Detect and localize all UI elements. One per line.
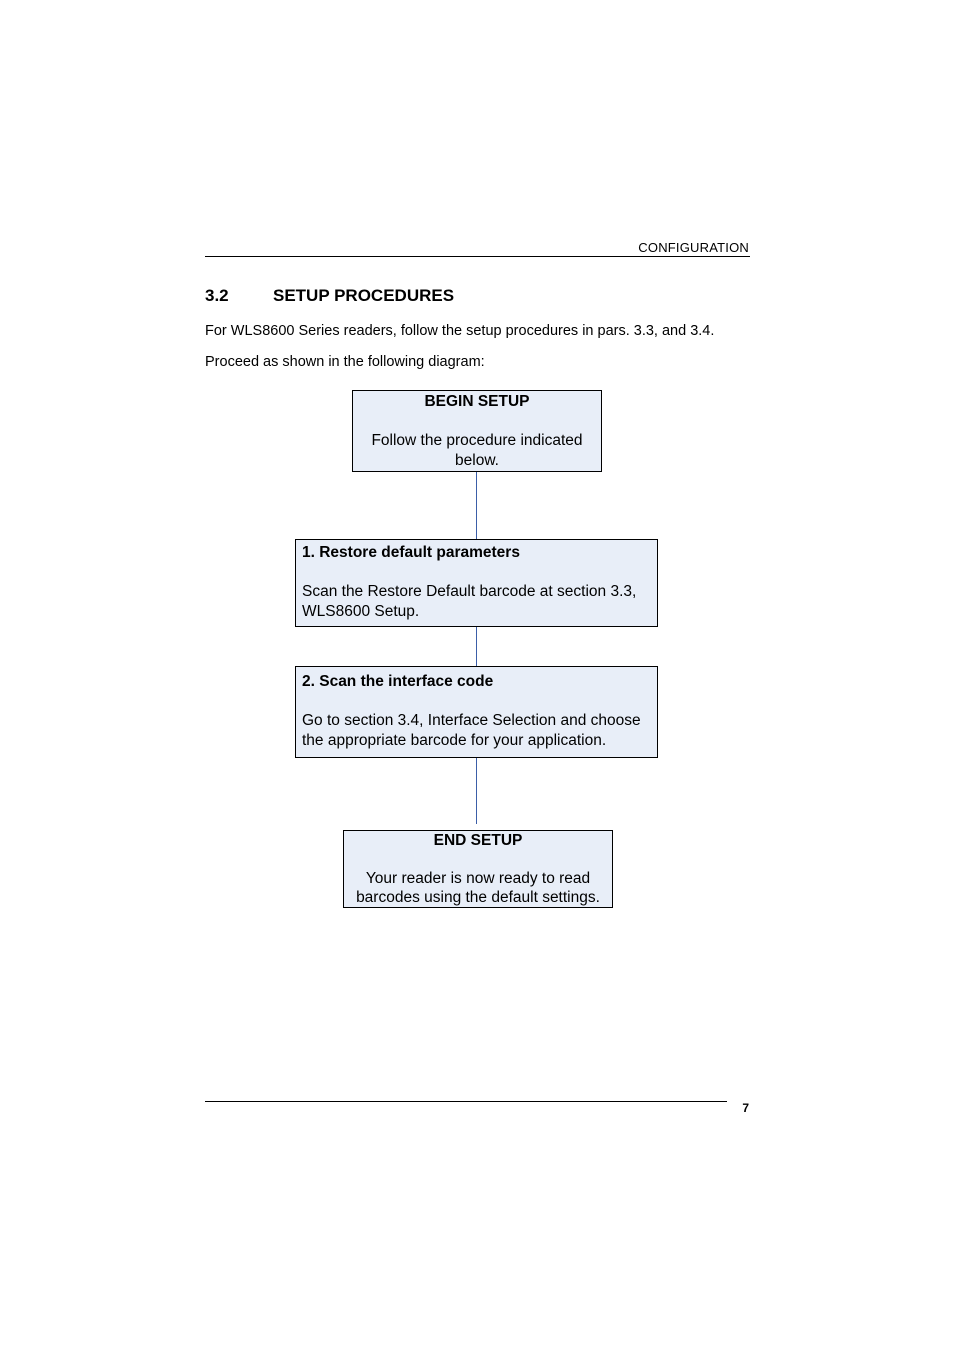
step1-title: 1. Restore default parameters — [302, 544, 520, 561]
step2-box — [295, 666, 658, 758]
step1-body: Scan the Restore Default barcode at section 3.3, WLS8600 Setup. — [302, 583, 637, 620]
diagram-intro-paragraph: Proceed as shown in the following diagram: — [205, 354, 485, 370]
end-setup-box — [343, 830, 613, 908]
connector-step2-end — [476, 758, 477, 824]
connector-begin-step1 — [476, 472, 477, 539]
end-setup-title: END SETUP — [433, 832, 523, 849]
begin-setup-box — [352, 390, 602, 472]
section-title: SETUP PROCEDURES — [273, 286, 455, 305]
section-number: 3.2 — [205, 286, 229, 305]
running-header: CONFIGURATION — [638, 240, 749, 255]
begin-setup-title: BEGIN SETUP — [424, 393, 530, 410]
end-setup-body: Your reader is now ready to read barcodes using the default settings. — [356, 869, 600, 906]
step2-title: 2. Scan the interface code — [302, 673, 494, 690]
page-number: 7 — [742, 1101, 749, 1115]
step2-body: Go to section 3.4, Interface Selection and choose the appropriate barcode for your application. — [302, 712, 641, 749]
footer-rule — [205, 1101, 727, 1102]
header-rule — [205, 256, 750, 257]
begin-setup-body: Follow the procedure indicated below. — [371, 432, 583, 469]
step1-box — [295, 539, 658, 627]
connector-step1-step2 — [476, 627, 477, 666]
intro-paragraph: For WLS8600 Series readers, follow the setup procedures in pars. 3.3, and 3.4. — [205, 323, 715, 339]
